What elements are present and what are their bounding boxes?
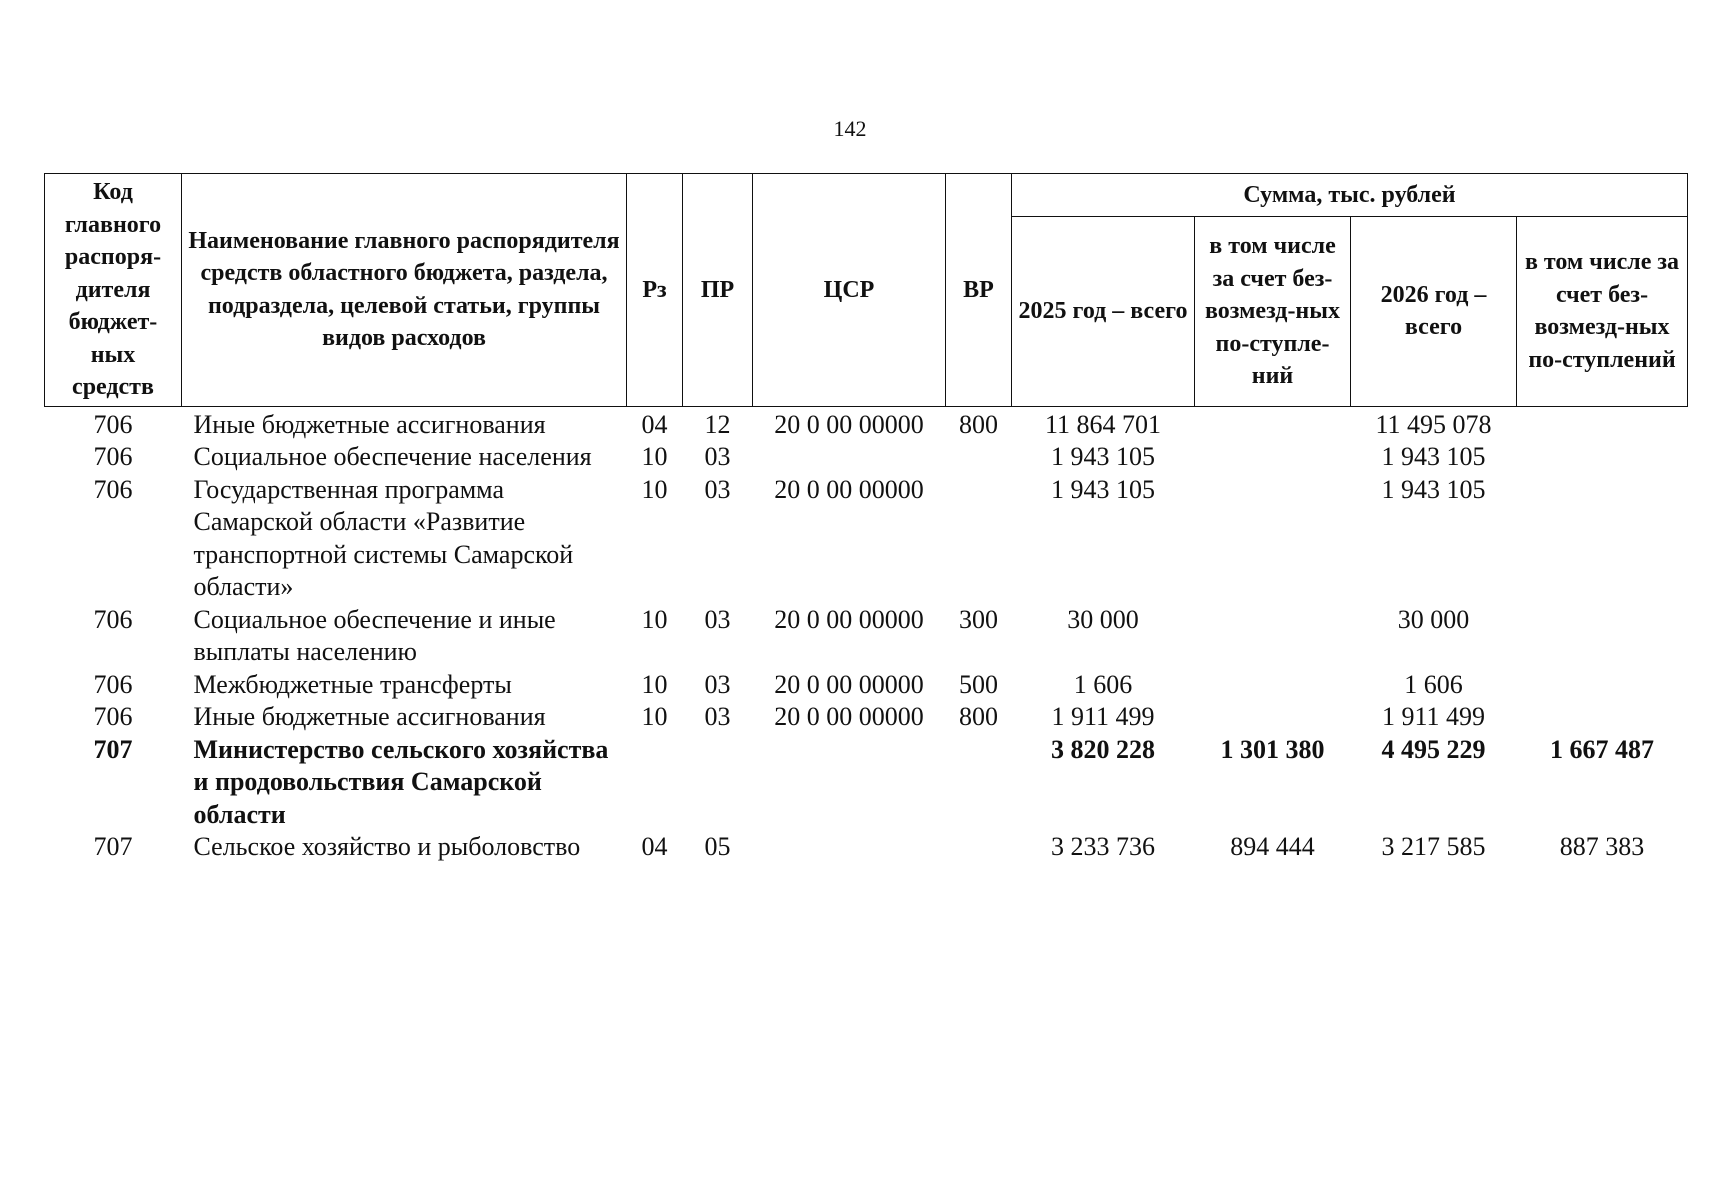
header-vr: ВР [946,174,1012,407]
cell-incl-2025 [1195,406,1351,441]
cell-code: 706 [93,474,133,504]
cell-csr [753,734,946,832]
cell-code: 706 [93,669,133,699]
header-rz: Рз [627,174,683,407]
cell-rz: 04 [641,832,668,861]
cell-csr: 20 0 00 00000 [774,409,924,439]
cell-pr: 03 [704,669,731,699]
table-row [45,701,1688,734]
cell-total-2025: 1 606 [1073,669,1133,699]
header-sum-group: Сумма, тыс. рублей [1012,174,1688,217]
cell-pr: 03 [704,604,731,634]
cell-csr: 20 0 00 00000 [774,702,924,731]
cell-incl-2026 [1517,701,1688,734]
cell-total-2026: 3 217 585 [1381,832,1486,861]
cell-total-2025: 3 233 736 [1051,832,1155,861]
cell-incl-2025 [1195,701,1351,734]
page-number: 142 [833,116,867,141]
cell-pr: 05 [704,832,731,861]
header-incl-2025: в том числе за счет без-возмезд-ных по-ступле-ний [1195,217,1351,407]
table-row-ministry [45,734,1688,832]
cell-csr: 20 0 00 00000 [774,604,924,634]
cell-total-2026: 4 495 229 [1381,734,1486,764]
cell-rz: 10 [641,702,668,731]
header-pr: ПР [683,174,753,407]
cell-csr [753,441,946,474]
cell-incl-2026: 887 383 [1559,832,1645,861]
cell-name: Иные бюджетные ассигнования [193,702,546,731]
header-total-2026: 2026 год – всего [1351,217,1517,407]
cell-pr [683,734,753,832]
table-row [45,474,1688,604]
cell-incl-2025 [1195,474,1351,604]
cell-total-2025: 11 864 701 [1044,409,1162,439]
cell-code: 706 [93,442,133,471]
cell-code: 707 [93,734,133,764]
cell-vr [946,831,1012,864]
cell-rz: 10 [641,474,668,504]
cell-incl-2026 [1517,669,1688,702]
cell-total-2026: 1 911 499 [1381,702,1486,731]
cell-total-2025: 1 943 105 [1051,442,1155,471]
cell-incl-2026 [1517,441,1688,474]
cell-pr: 12 [704,409,731,439]
cell-total-2026: 1 606 [1404,669,1463,699]
cell-total-2025: 3 820 228 [1051,734,1155,764]
header-total-2025: 2025 год – всего [1012,217,1195,407]
cell-rz: 10 [641,442,668,471]
cell-vr: 800 [959,409,998,439]
cell-rz: 04 [641,409,668,439]
cell-pr: 03 [704,474,731,504]
cell-rz: 10 [641,604,668,634]
cell-vr [946,474,1012,604]
budget-table [44,173,1688,864]
cell-incl-2026 [1517,474,1688,604]
table-header [45,174,1688,407]
budget-table-container [44,173,1687,864]
table-row [45,604,1688,669]
cell-total-2026: 1 943 105 [1381,474,1486,504]
table-row [45,831,1688,864]
cell-name: Государственная программа Самарской области «Развитие транспортной системы Самарской области» [193,474,574,601]
cell-csr: 20 0 00 00000 [774,669,924,699]
cell-incl-2025 [1195,441,1351,474]
cell-vr [946,734,1012,832]
cell-incl-2025: 1 301 380 [1220,734,1325,764]
cell-total-2025: 1 911 499 [1051,702,1155,731]
cell-pr: 03 [704,702,731,731]
cell-name: Сельское хозяйство и рыболовство [193,832,581,861]
cell-vr: 500 [959,669,998,699]
cell-code: 706 [93,702,133,731]
cell-incl-2026 [1517,604,1688,669]
cell-total-2026: 1 943 105 [1381,442,1486,471]
cell-incl-2026 [1517,406,1688,441]
cell-code: 706 [93,409,133,439]
cell-incl-2026: 1 667 487 [1550,734,1654,764]
cell-rz [627,734,683,832]
cell-incl-2025: 894 444 [1230,832,1315,861]
cell-vr: 800 [959,702,998,731]
cell-pr: 03 [704,442,731,471]
cell-name: Министерство сельского хозяйства и продовольствия Самарской области [193,734,609,829]
table-row [45,441,1688,474]
cell-code: 707 [93,832,133,861]
cell-total-2025: 30 000 [1067,604,1139,634]
cell-vr [946,441,1012,474]
cell-csr [753,831,946,864]
cell-code: 706 [93,604,133,634]
cell-total-2025: 1 943 105 [1051,474,1155,504]
header-name: Наименование главного распорядителя средств областного бюджета, раздела, подраздела, целевой статьи, группы видов расходов [182,174,627,407]
header-incl-2026: в том числе за счет без-возмезд-ных по-ступлений [1517,217,1688,407]
cell-total-2026: 30 000 [1397,604,1470,634]
cell-name: Межбюджетные трансферты [193,669,512,699]
cell-vr: 300 [959,604,998,634]
table-body [45,406,1688,864]
cell-rz: 10 [641,669,668,699]
header-code: Код главного распоря-дителя бюджет-ных средств [45,174,182,407]
cell-incl-2025 [1195,604,1351,669]
table-row [45,406,1688,441]
header-csr: ЦСР [753,174,946,407]
table-row [45,669,1688,702]
cell-incl-2025 [1195,669,1351,702]
cell-total-2026: 11 495 078 [1375,409,1492,439]
cell-csr: 20 0 00 00000 [774,474,924,504]
cell-name: Социальное обеспечение и иные выплаты населению [193,604,556,666]
cell-name: Иные бюджетные ассигнования [193,409,546,439]
cell-name: Социальное обеспечение населения [193,442,592,471]
